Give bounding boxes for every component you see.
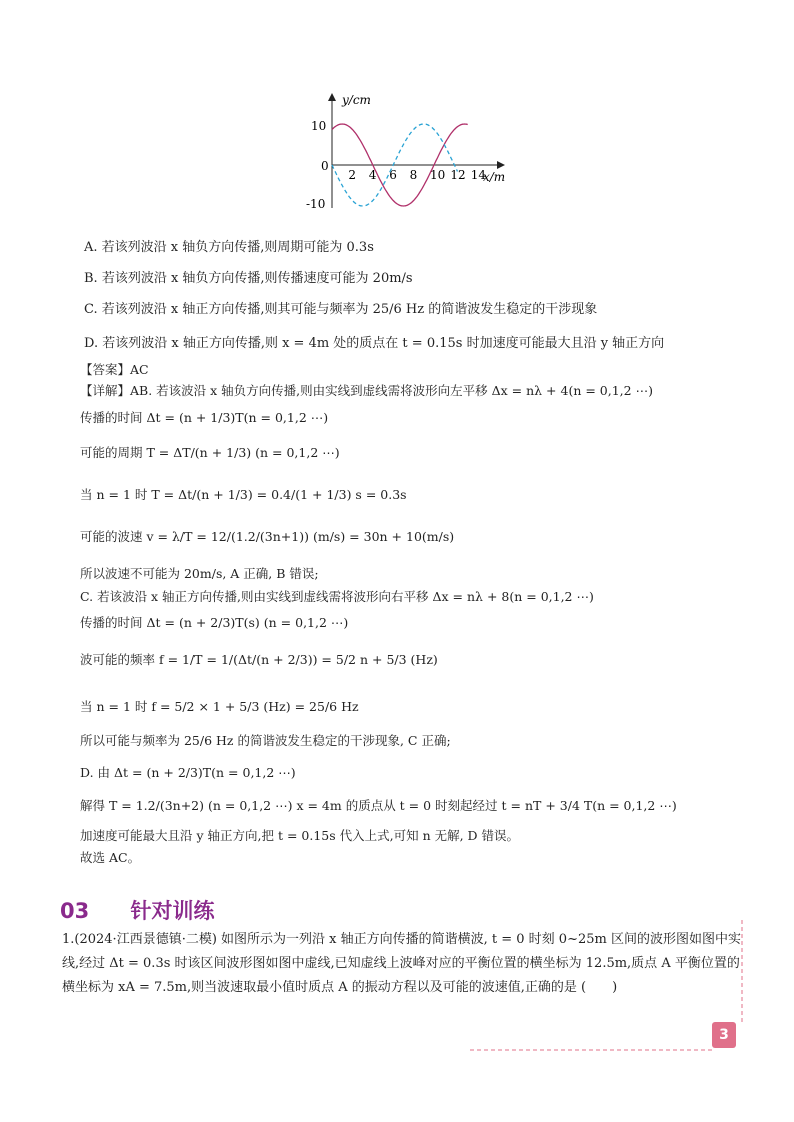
detail-line: 故选 AC。 [80,850,141,865]
x-tick-label: 8 [409,168,418,182]
detail-line: D. 由 Δt = (n + 2/3)T(n = 0,1,2 ⋯) [80,765,296,780]
option-a: A. 若该列波沿 x 轴负方向传播,则周期可能为 0.3s [84,240,374,255]
section-title: 针对训练 [130,899,215,923]
x-tick-label: 4 [368,168,377,182]
x-axis-label: x/m [483,170,506,184]
detail-line: 解得 T = 1.2/(3n+2) (n = 0,1,2 ⋯) x = 4m 的质点从 t = 0 时刻起经过 t = nT + 3/4 T(n = 0,1,2 ⋯) [80,798,677,813]
y-tick-0: 0 [321,159,329,173]
detail-line: 所以可能与频率为 25/6 Hz 的简谐波发生稳定的干涉现象, C 正确; [80,733,451,748]
x-tick-label: 12 [450,168,466,182]
detail-line: 波可能的频率 f = 1/T = 1/(Δt/(n + 2/3)) = 5/2 n + 5/3 (Hz) [80,652,438,667]
option-b: B. 若该列波沿 x 轴负方向传播,则传播速度可能为 20m/s [84,271,413,286]
x-tick-label: 6 [389,168,397,182]
x-tick-label: 10 [430,168,446,182]
detail-line: 所以波速不可能为 20m/s, A 正确, B 错误; [80,566,319,581]
detail-line: 可能的波速 v = λ/T = 12/(1.2/(3n+1)) (m/s) = 30n + 10(m/s) [80,529,455,544]
detail-line: 当 n = 1 时 T = Δt/(n + 1/3) = 0.4/(1 + 1/3) s = 0.3s [80,487,407,502]
detail-line: 当 n = 1 时 f = 5/2 × 1 + 5/3 (Hz) = 25/6 Hz [80,699,359,714]
detail-line: 传播的时间 Δt = (n + 1/3)T(n = 0,1,2 ⋯) [80,410,329,425]
section-number: 03 [60,899,90,923]
y-tick-10: 10 [311,119,327,133]
detail-line: 【详解】AB. 若该波沿 x 轴负方向传播,则由实线到虚线需将波形向左平移 Δx = nλ + 4(n = 0,1,2 ⋯) [80,383,653,398]
detail-line: 加速度可能最大且沿 y 轴正方向,把 t = 0.15s 代入上式,可知 n 无解, D 错误。 [80,828,520,843]
page-border-decoration [470,920,750,1055]
section-header [60,895,215,925]
detail-line: 可能的周期 T = ΔT/(n + 1/3) (n = 0,1,2 ⋯) [80,445,340,460]
answer: 【答案】AC [80,362,149,377]
detail-line: 传播的时间 Δt = (n + 2/3)T(s) (n = 0,1,2 ⋯) [80,615,349,630]
x-tick-label: 2 [348,168,357,182]
wave-graph [300,90,520,215]
question-text: 1.(2024·江西景德镇·二模) 如图所示为一列沿 x 轴正方向传播的简谐横波, t = 0 时刻 0~25m 区间的波形图如图中实线,经过 Δt = 0.3s 时该区间波形图如图中虚线,已知虚线上波峰对应的平衡位置的横坐标为 12.5m,质点 A 平衡位置的横坐标为 xA = 7.5m,则当波速取最小值时质点 A 的振动方程以及可能的波速值,正确的是 ( ) [62,932,741,995]
option-d: D. 若该列波沿 x 轴正方向传播,则 x = 4m 处的质点在 t = 0.15s 时加速度可能最大且沿 y 轴正方向 [84,336,665,351]
y-tick-neg10: -10 [306,197,326,211]
y-axis-label: y/cm [342,93,371,107]
option-c: C. 若该列波沿 x 轴正方向传播,则其可能与频率为 25/6 Hz 的简谐波发生稳定的干涉现象 [84,302,598,317]
x-tick-label: 14 [470,168,487,182]
detail-line: C. 若该波沿 x 轴正方向传播,则由实线到虚线需将波形向右平移 Δx = nλ + 8(n = 0,1,2 ⋯) [80,589,594,604]
page-number: 3 [712,1022,736,1048]
